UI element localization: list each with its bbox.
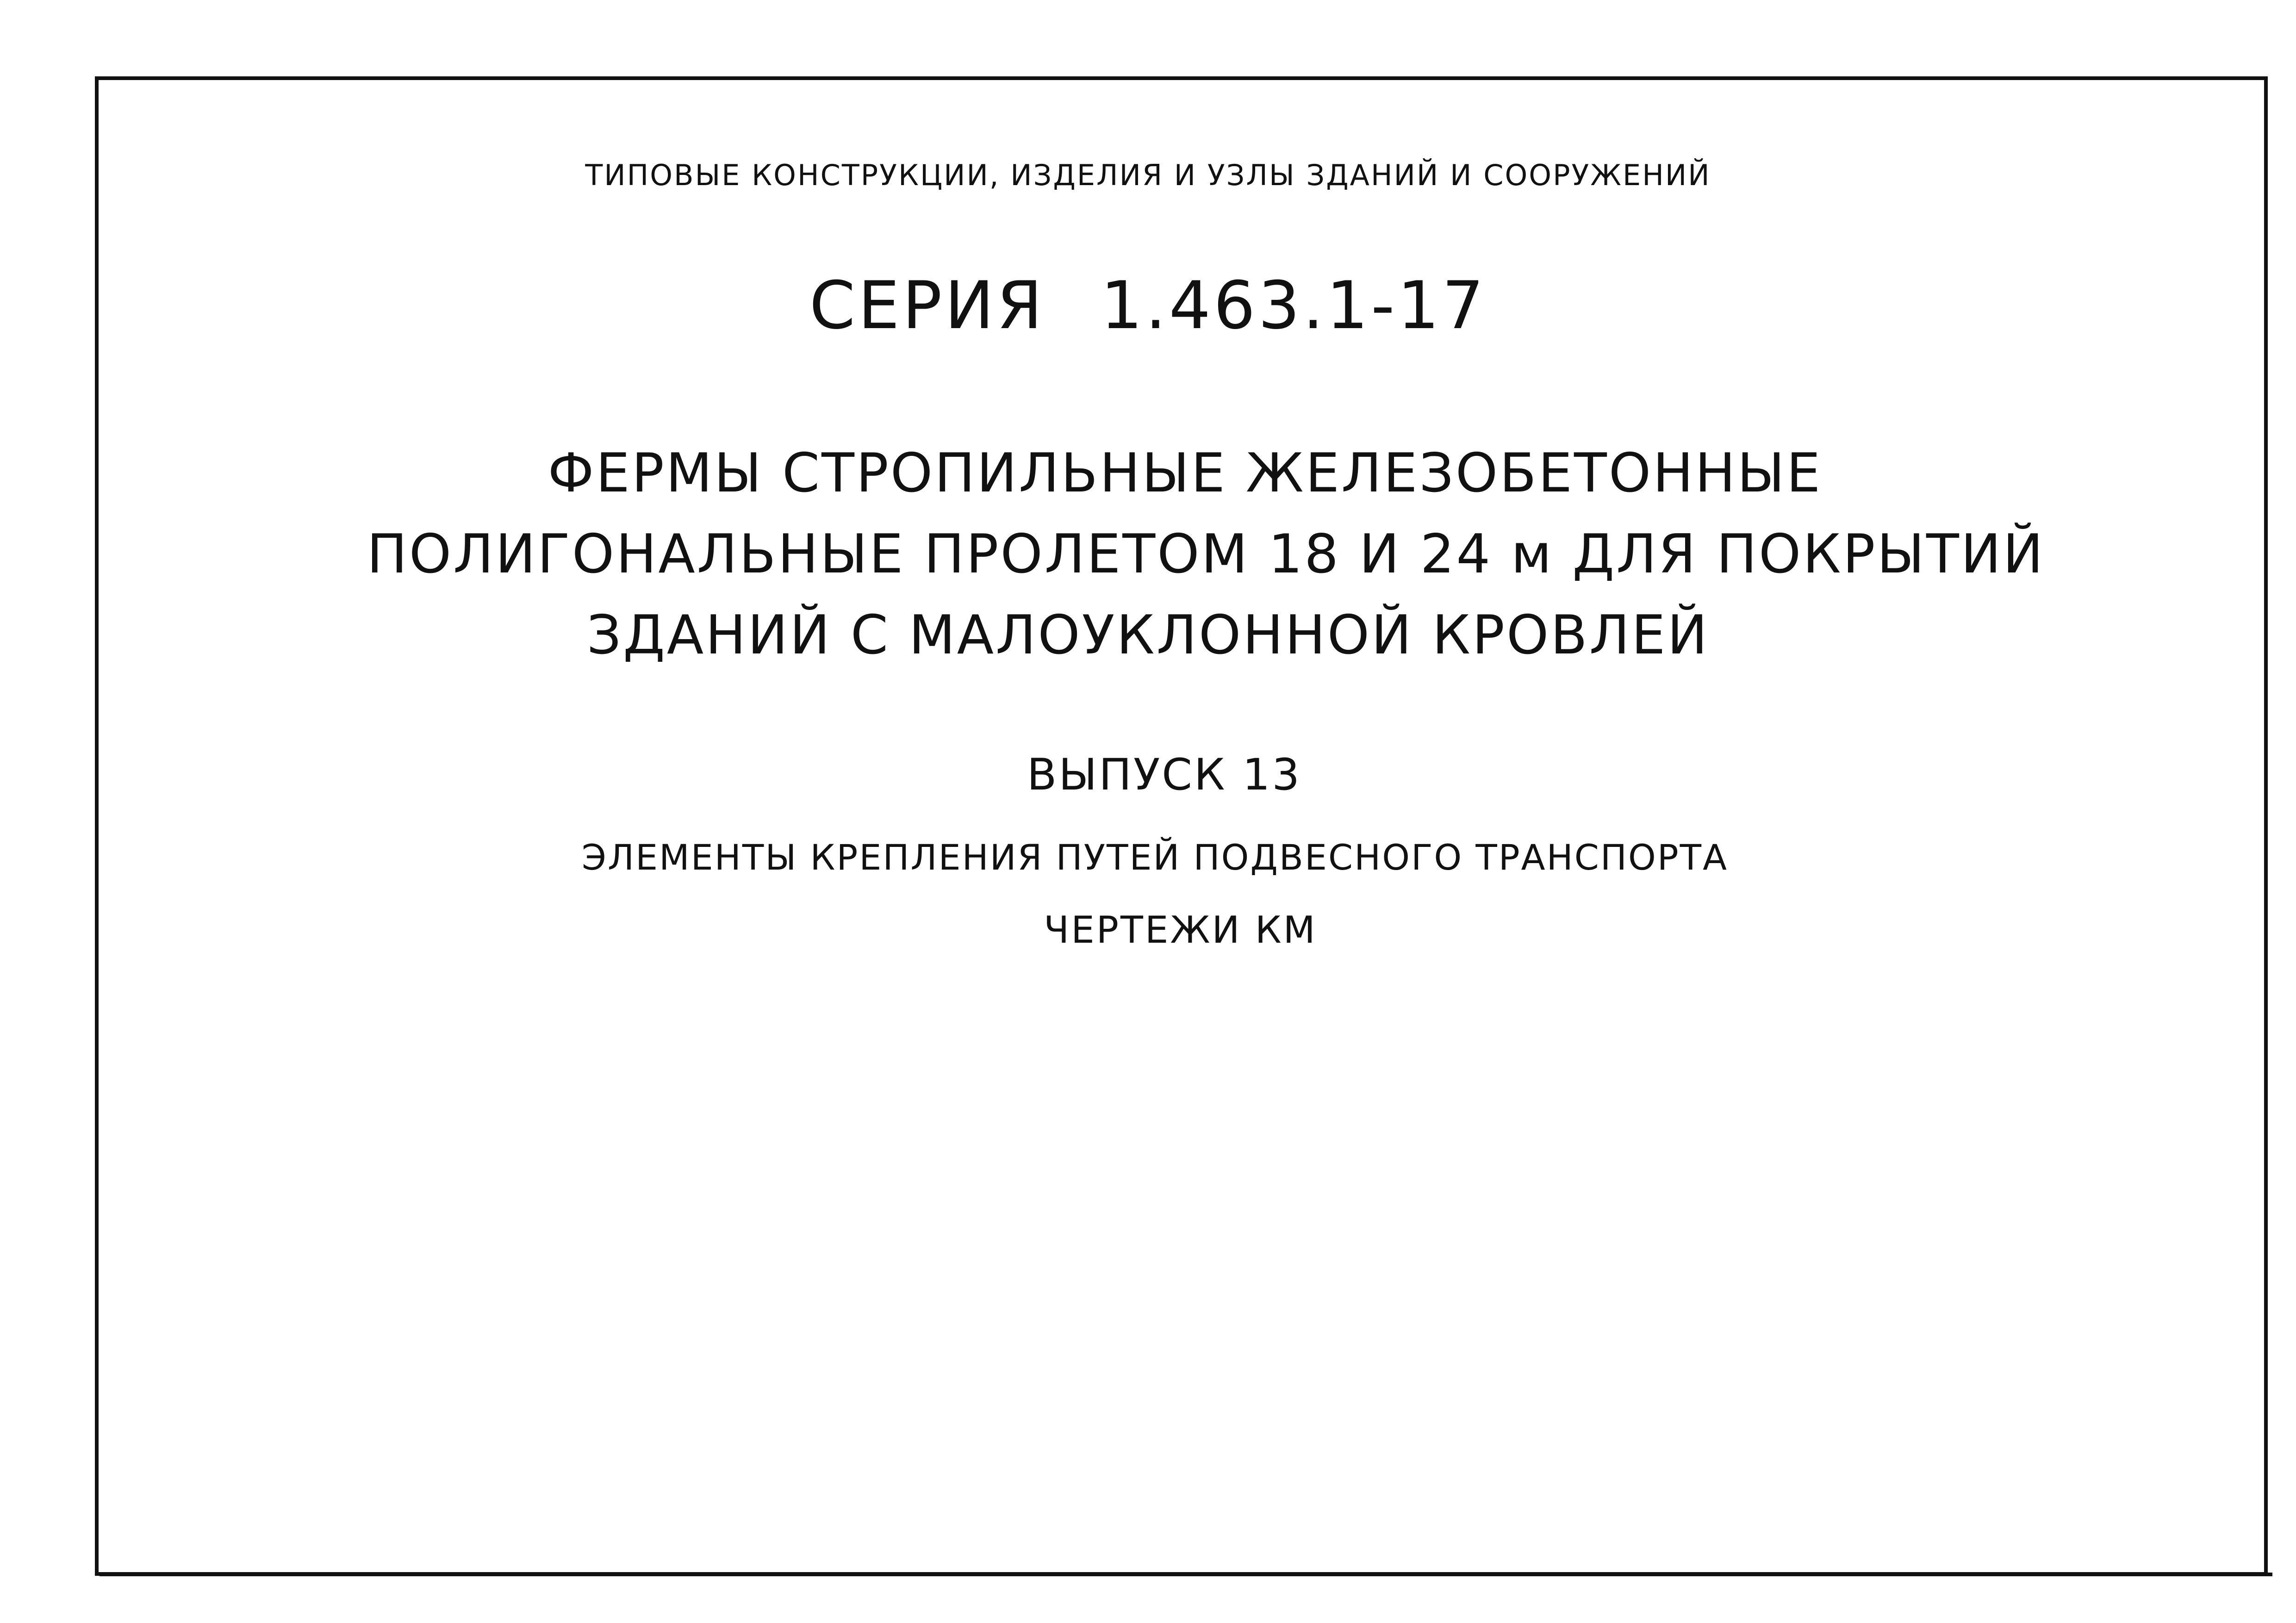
drawings-type: ЧЕРТЕЖИ КМ	[1044, 908, 1317, 951]
series-code: 1.463.1-17	[1101, 267, 1487, 344]
series-heading	[0, 267, 2296, 344]
document-supertitle: ТИПОВЫЕ КОНСТРУКЦИИ, ИЗДЕЛИЯ И УЗЛЫ ЗДАНИЙ И СООРУЖЕНИЙ	[585, 158, 1711, 192]
issue-subtitle: ЭЛЕМЕНТЫ КРЕПЛЕНИЯ ПУТЕЙ ПОДВЕСНОГО ТРАНСПОРТА	[581, 837, 1729, 878]
document-title-line-2: ПОЛИГОНАЛЬНЫЕ ПРОЛЕТОМ 18 И 24 м ДЛЯ ПОКРЫТИЙ	[367, 523, 2045, 585]
document-title-line-1: ФЕРМЫ СТРОПИЛЬНЫЕ ЖЕЛЕЗОБЕТОННЫЕ	[548, 442, 1823, 504]
frame-bottom-rule	[100, 1573, 2272, 1576]
series-label: СЕРИЯ	[809, 267, 1045, 344]
document-title-line-3: ЗДАНИЙ С МАЛОУКЛОННОЙ КРОВЛЕЙ	[586, 604, 1710, 666]
issue-number: ВЫПУСК 13	[1027, 750, 1302, 800]
